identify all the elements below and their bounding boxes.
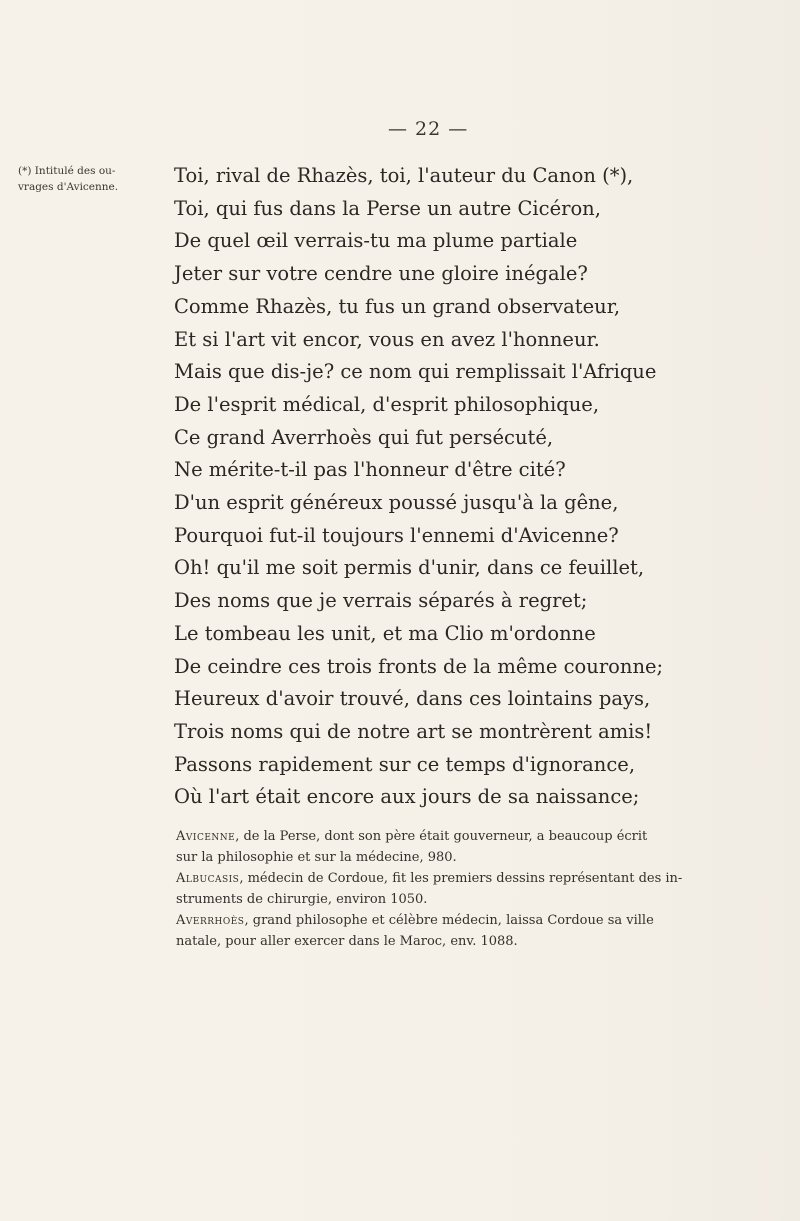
verse-line: Et si l'art vit encor, vous en avez l'honneur.	[174, 327, 600, 351]
margin-note-line: (*) Intitulé des ou-	[18, 165, 116, 177]
footnote-text: , médecin de Cordoue, fit les premiers dessins représentant des in-	[239, 871, 683, 886]
verse-line: Trois noms qui de notre art se montrèrent amis!	[174, 719, 653, 743]
footnotes	[176, 826, 712, 952]
verse-line: Comme Rhazès, tu fus un grand observateur,	[174, 294, 621, 318]
verse-line: De l'esprit médical, d'esprit philosophique,	[174, 392, 600, 416]
footnote	[176, 868, 712, 910]
footnote-text: , de la Perse, dont son père était gouverneur, a beaucoup écrit	[235, 829, 648, 844]
footnote-text: , grand philosophe et célèbre médecin, laissa Cordoue sa ville	[244, 913, 654, 928]
footnote-text: struments de chirurgie, environ 1050.	[176, 892, 428, 907]
footnote	[176, 826, 712, 868]
verse-line: Toi, rival de Rhazès, toi, l'auteur du Canon (*),	[174, 164, 634, 187]
verse-line: Ce grand Averrhoès qui fut persécuté,	[174, 425, 554, 449]
verse-line: Où l'art était encore aux jours de sa naissance;	[174, 785, 640, 809]
verse-line: Passons rapidement sur ce temps d'ignorance,	[174, 752, 636, 776]
poem	[174, 160, 663, 814]
verse-line: Oh! qu'il me soit permis d'unir, dans ce feuillet,	[174, 556, 645, 580]
verse-line: De ceindre ces trois fronts de la même couronne;	[174, 654, 664, 678]
verse-line: Heureux d'avoir trouvé, dans ces lointains pays,	[174, 687, 651, 711]
footnote-name: Avicenne	[176, 829, 236, 844]
margin-note	[18, 163, 168, 195]
footnote-text: natale, pour aller exercer dans le Maroc, env. 1088.	[176, 934, 518, 949]
verse-line: Des noms que je verrais séparés à regret;	[174, 589, 588, 613]
page-number: — 22 —	[388, 118, 469, 140]
verse-line: Le tombeau les unit, et ma Clio m'ordonne	[174, 621, 596, 645]
verse-line: D'un esprit généreux poussé jusqu'à la gêne,	[174, 491, 619, 515]
verse-line: Mais que dis-je? ce nom qui remplissait l'Afrique	[174, 360, 657, 384]
footnote-name: Albucasis	[176, 871, 240, 886]
footnote-name: Averrhoès	[176, 913, 245, 928]
footnote	[176, 910, 712, 952]
verse-line: Pourquoi fut-il toujours l'ennemi d'Avicenne?	[174, 523, 619, 547]
verse-line: De quel œil verrais-tu ma plume partiale	[174, 229, 578, 253]
verse-line: Toi, qui fus dans la Perse un autre Cicéron,	[174, 196, 601, 220]
footnote-text: sur la philosophie et sur la médecine, 980.	[176, 850, 457, 865]
verse-line: Jeter sur votre cendre une gloire inégale?	[174, 262, 588, 286]
verse-line: Ne mérite-t-il pas l'honneur d'être cité?	[174, 458, 566, 482]
margin-note-line: vrages d'Avicenne.	[18, 181, 119, 193]
